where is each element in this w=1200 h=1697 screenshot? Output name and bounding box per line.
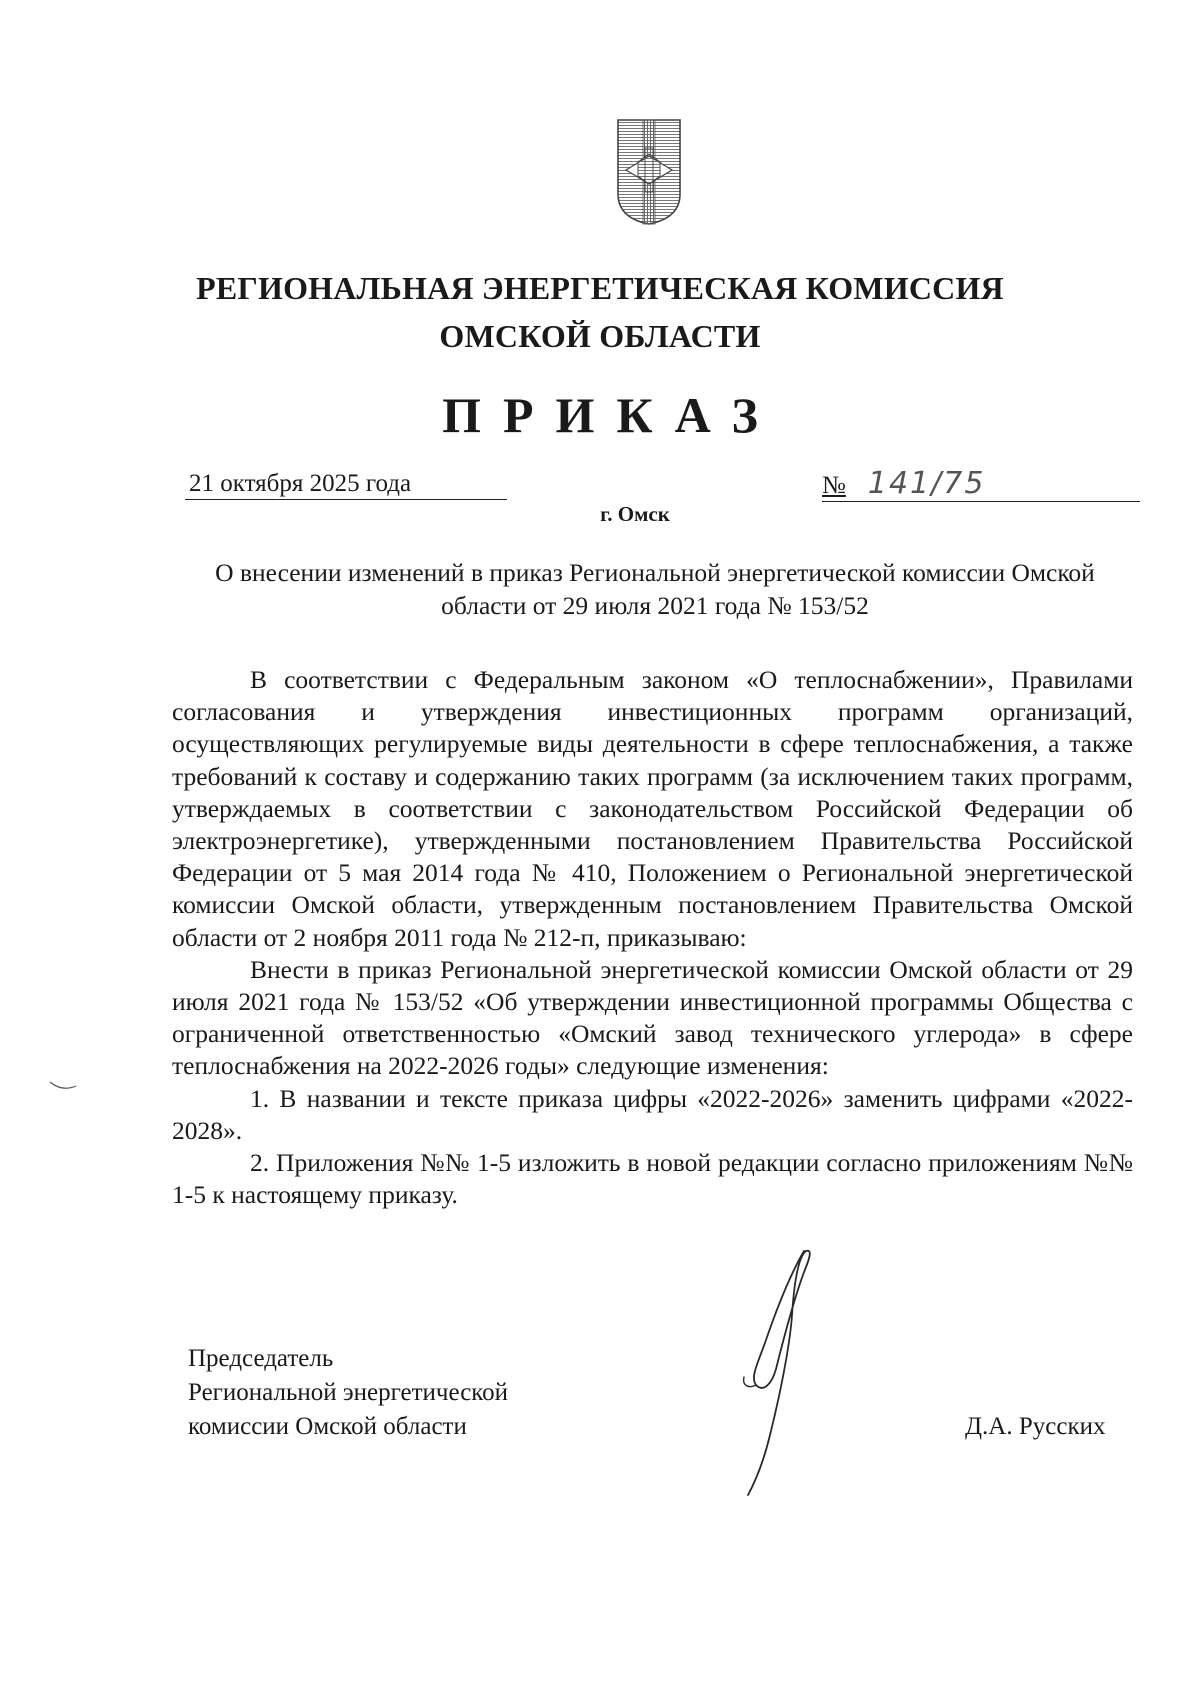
preamble-paragraph: В соответствии с Федеральным законом «О теплоснабжении», Правилами согласования и утверждения инвестиционных программ организаций, осуществляющих регулируемые виды деятельности в сфере теплоснабжения, а также требований к составу и содержанию таких программ (за исключением таких программ, утверждаемых в соответствии с законодательством Российской Федерации об электроэнергетике), утвержденными постановлением Правительства Российской Федерации от 5 мая 2014 года № 410, Положением о Региональной энергетической комиссии Омской области, утвержденным постановлением Правительства Омской области от 2 ноября 2011 года № 212-п, приказываю:	[172, 665, 1133, 952]
signer-name: Д.А. Русских	[965, 1413, 1106, 1440]
signer-position-line: Региональной энергетической	[188, 1379, 509, 1406]
handwritten-signature-icon	[720, 1245, 870, 1500]
order-number-field	[822, 466, 1140, 502]
order-number: 141/75	[867, 466, 986, 501]
number-sign: №	[822, 472, 846, 499]
city: г. Омск	[600, 502, 670, 526]
document-type: ПРИКАЗ	[442, 387, 780, 443]
signer-position-line: Председатель	[188, 1345, 334, 1372]
signer-position-line: комиссии Омской области	[188, 1413, 467, 1440]
margin-mark-icon	[48, 1080, 78, 1092]
directive-paragraph: Внести в приказ Региональной энергетической комиссии Омской области от 29 июля 2021 года № 153/52 «Об утверждении инвестиционной программы Общества с ограниченной ответственностью «Омский завод технического углерода» в сфере теплоснабжения на 2022-2026 годы» следующие изменения:	[172, 954, 1133, 1081]
directive-item-2: 2. Приложения №№ 1-5 изложить в новой редакции согласно приложениям №№ 1-5 к настоящему приказу.	[172, 1148, 1133, 1210]
signer-position	[188, 1342, 508, 1444]
organization-region: ОМСКОЙ ОБЛАСТИ	[439, 318, 761, 354]
directive-item-1: 1. В названии и тексте приказа цифры «2022-2026» заменить цифрами «2022-2028».	[172, 1083, 1133, 1145]
order-body	[172, 664, 1133, 1211]
omsk-coat-of-arms-icon	[616, 118, 682, 226]
order-subject: О внесении изменений в приказ Региональной энергетической комиссии Омской области от 29 июля 2021 года № 153/52	[215, 558, 1095, 620]
organization-title: РЕГИОНАЛЬНАЯ ЭНЕРГЕТИЧЕСКАЯ КОМИССИЯ	[196, 270, 1004, 306]
order-date: 21 октября 2025 года	[185, 469, 507, 500]
